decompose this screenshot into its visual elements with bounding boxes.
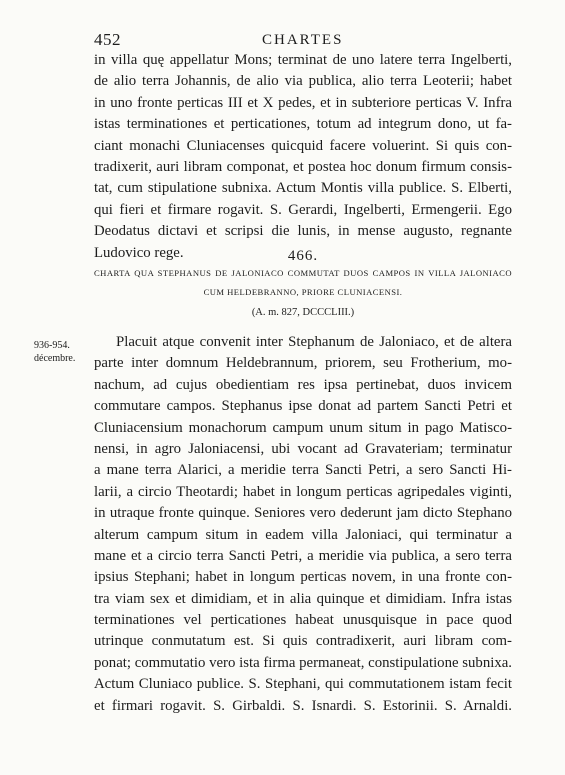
text-line: Deodatus dictavi et scripsi die lunis, in mense augusto, regnante: [94, 223, 512, 240]
text-line: a mane terra Alarici, a meridie terra Sancti Petri, a sero Sancti Hi-: [94, 462, 512, 479]
page-number: 452: [94, 30, 121, 49]
text-line: commutare campos. Stephanus ipse donat ad partem Sancti Petri et: [94, 398, 512, 415]
text-line: in villa quę appellatur Mons; terminat de uno latere terra Ingelberti,: [94, 52, 512, 68]
margin-month: décembre.: [34, 353, 76, 364]
running-head: CHARTES: [262, 32, 344, 48]
text-line: in uno fronte perticas III et X pedes, et in subteriore perticas V. Infra: [94, 94, 512, 111]
text-line: alterum campum situm in eadem villa Jaloniaci, qui terminatur a: [94, 526, 512, 543]
page-header: [94, 30, 512, 50]
text-line: Ludovico rege.: [94, 244, 184, 261]
continued-charter-text: [94, 50, 512, 264]
text-line: tradixerit, auri libram componat, et postea hoc donum firmum consis-: [94, 158, 512, 175]
margin-date: 936-954.: [34, 340, 70, 351]
text-line: ciant monachi Cluniacenses quicquid facere voluerint. Si quis con-: [94, 137, 512, 154]
text-line: mane et a circio terra Sancti Petri, a meridie via publica, a sero terra: [94, 547, 512, 564]
charter-number: 466.: [287, 248, 319, 264]
charter-heading-line: CHARTA QUA STEPHANUS DE JALONIACO COMMUTAT DUOS CAMPOS IN VILLA JALONIACO: [94, 268, 512, 278]
text-line: tra viam sex et dimidiam, et in alia quinque et dimidiam. Infra istas: [94, 590, 512, 607]
text-line: larii, a circio Theotardi; habet in longum perticas agripedales viginti,: [94, 483, 512, 500]
text-line: nachum, ad cujus obedientiam res ipsa pertinebat, duos invicem: [94, 376, 512, 393]
text-line: in utraque fronte quinque. Seniores vero dederunt jam dicto Stephano: [94, 505, 512, 522]
text-line: tat, cum stipulatione subnixa. Actum Montis villa publice. S. Elberti,: [94, 180, 512, 197]
charter-text: [94, 332, 512, 717]
charter-heading-line: CUM HELDEBRANNO, PRIORE CLUNIACENSI.: [203, 287, 403, 297]
text-line: nensi, in agro Jaloniacensi, ubi vocant ad Gravateriam; terminatur: [94, 440, 512, 457]
text-line: terminationes vel perticationes habeat unusquisque in pace quod: [94, 612, 512, 629]
text-line: de alio terra Johannis, de alio via publica, alio terra Leoterii; habet: [94, 73, 512, 90]
text-line: et firmari rogavit. S. Girbaldi. S. Isnardi. S. Estorinii. S. Arnaldi.: [94, 697, 512, 714]
text-line: Placuit atque convenit inter Stephanum de Jaloniaco, et de altera: [116, 334, 512, 350]
text-line: ipsius Stephani; habet in longum perticas novem, in una fronte con-: [94, 569, 512, 586]
text-line: utrinque conmutatum est. Si quis contradixerit, auri libram com-: [94, 633, 512, 650]
text-line: qui fieri et firmare rogavit. S. Gerardi, Ingelberti, Ermengerii. Ego: [94, 201, 512, 218]
margin-date-note: [34, 339, 94, 365]
charter-heading: [94, 264, 512, 302]
text-line: ponat; commutatio vero ista firma permaneat, constipulatione subnixa.: [94, 654, 512, 671]
text-line: Actum Cluniaco publice. S. Stephani, qui commutationem istam fecit: [94, 676, 512, 693]
charter-date: (A. m. 827, DCCCLIII.): [251, 307, 355, 318]
text-line: istas terminationes et perticationes, totum ad integrum dono, ut fa-: [94, 116, 512, 133]
text-line: Cluniacensium monachorum campum unum situm in pago Matisco-: [94, 419, 512, 436]
text-line: parte inter domnum Heldebrannum, priorem, seu Frotherium, mo-: [94, 355, 512, 372]
